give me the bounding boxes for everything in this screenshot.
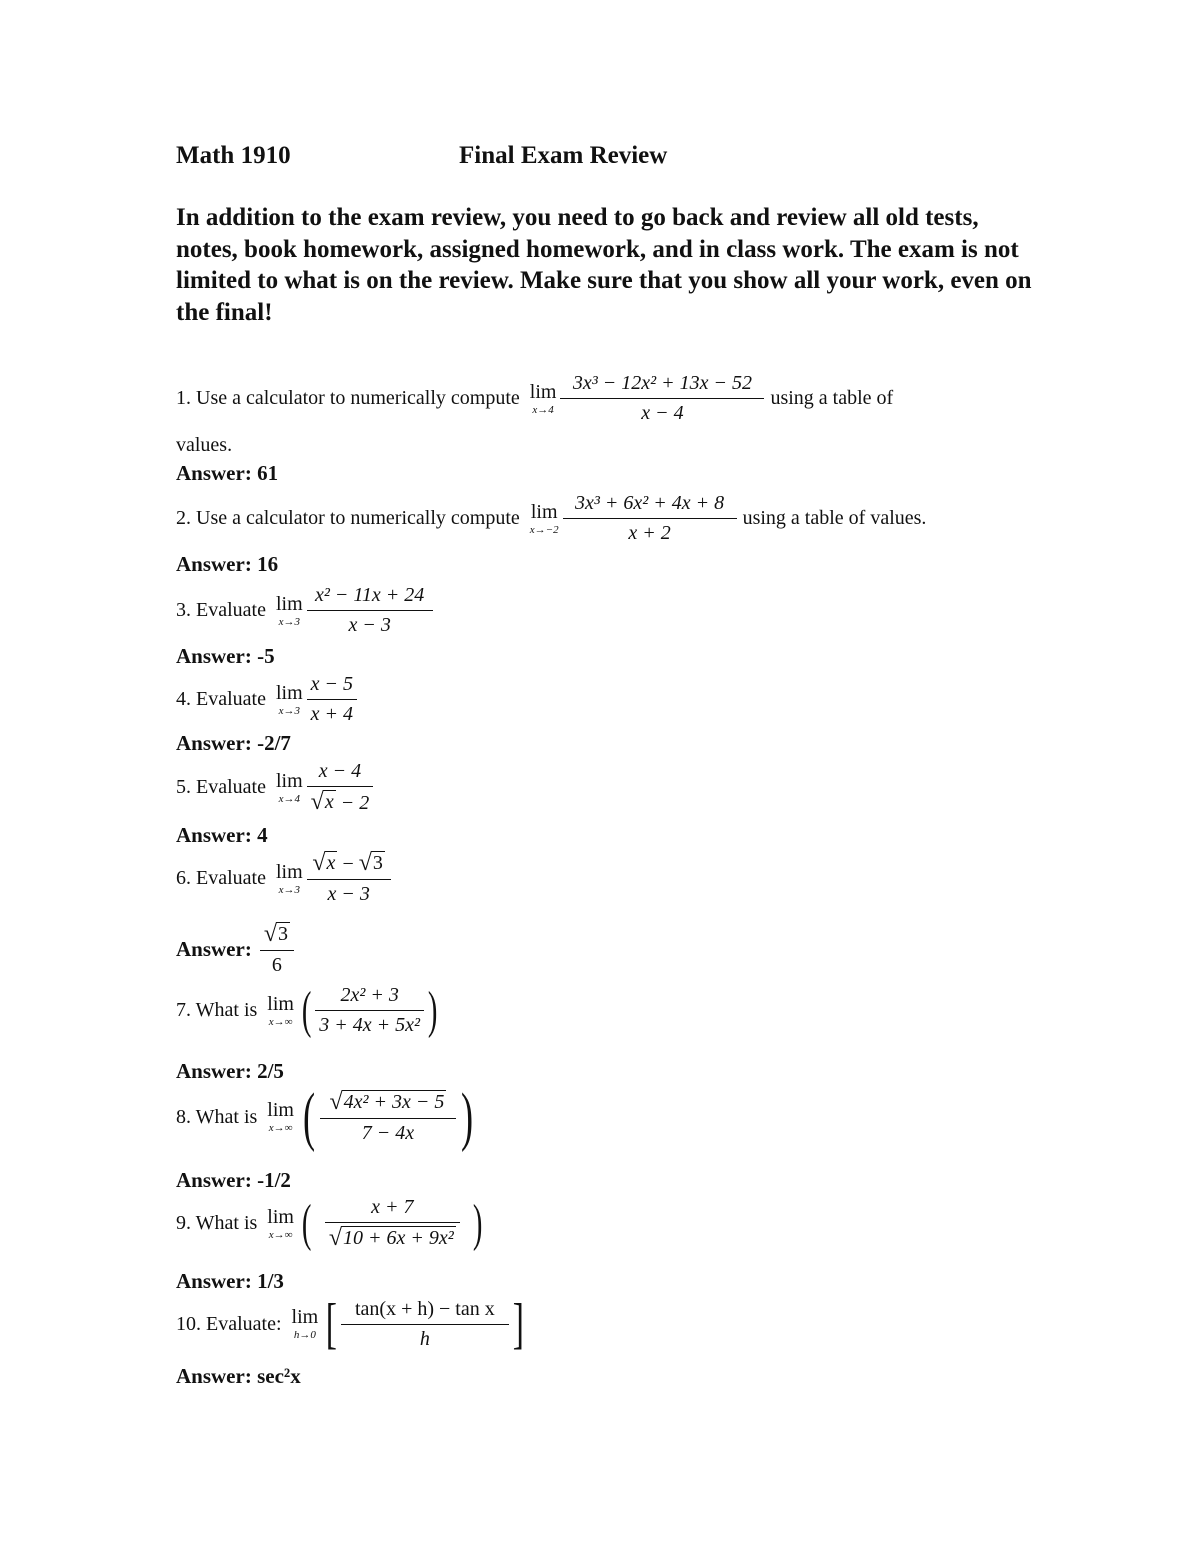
square-root: √ 3 xyxy=(358,850,383,876)
fraction xyxy=(315,984,424,1037)
answer-1 xyxy=(176,461,278,486)
answer-value: -2/7 xyxy=(257,731,291,755)
radicand: 3 xyxy=(278,923,288,945)
question-3 xyxy=(176,584,433,637)
denominator: x + 4 xyxy=(307,699,357,726)
lim-word: lim xyxy=(275,860,303,883)
lim-subscript: x→3 xyxy=(278,615,300,628)
question-prefix: 3. Evaluate xyxy=(176,599,266,621)
denominator: x + 2 xyxy=(563,518,737,545)
fraction xyxy=(341,1298,509,1351)
numerator: tan(x + h) − tan x xyxy=(354,1297,495,1320)
limit-operator xyxy=(276,771,303,805)
limit-operator xyxy=(267,994,294,1028)
answer-label: Answer: xyxy=(176,823,252,847)
lim-subscript: x→3 xyxy=(278,704,300,717)
answer-label: Answer: xyxy=(176,1269,252,1293)
right-paren: ) xyxy=(427,981,438,1039)
question-7 xyxy=(176,981,441,1039)
lim-word: lim xyxy=(267,992,294,1015)
denominator: x − 3 xyxy=(307,610,433,637)
lim-word: lim xyxy=(275,681,303,704)
lim-word: lim xyxy=(529,380,557,403)
square-root: √ 10 + 6x + 9x² xyxy=(328,1225,454,1251)
denominator: x − 4 xyxy=(560,398,764,425)
answer-value: 16 xyxy=(257,552,279,576)
question-prefix: 8. What is xyxy=(176,1105,258,1128)
lim-subscript: x→4 xyxy=(278,792,300,805)
answer-3 xyxy=(176,644,275,669)
lim-subscript: x→3 xyxy=(278,883,300,896)
square-root: √ 4x² + 3x − 5 xyxy=(329,1088,445,1115)
right-paren: ) xyxy=(473,1194,483,1252)
course-name: Math 1910 xyxy=(176,142,291,169)
answer-10 xyxy=(176,1364,301,1389)
denominator: x − 3 xyxy=(307,879,391,906)
square-root: √ x xyxy=(312,850,336,876)
question-9 xyxy=(176,1196,487,1251)
denominator-rest: − 2 xyxy=(335,792,370,814)
answer-label: Answer: xyxy=(176,731,252,755)
answer-denominator: 6 xyxy=(260,950,294,977)
question-suffix: using a table of xyxy=(770,387,894,409)
answer-5 xyxy=(176,823,268,848)
lim-word: lim xyxy=(275,769,303,792)
lim-subscript: h→0 xyxy=(293,1329,316,1341)
answer-8 xyxy=(176,1168,291,1193)
answer-label: Answer: xyxy=(176,644,252,668)
answer-label: Answer: xyxy=(176,461,252,485)
lim-word: lim xyxy=(291,1306,319,1328)
question-8 xyxy=(176,1080,478,1153)
numerator xyxy=(325,1090,450,1118)
answer-value: sec²x xyxy=(257,1364,301,1388)
lim-subscript: x→−2 xyxy=(529,523,559,536)
left-paren: ( xyxy=(301,1194,312,1252)
lim-word: lim xyxy=(267,1099,294,1121)
question-suffix: using a table of values. xyxy=(742,507,927,529)
numerator: 2x² + 3 xyxy=(340,984,399,1006)
answer-value: 1/3 xyxy=(257,1269,284,1293)
numerator: 3x³ + 6x² + 4x + 8 xyxy=(575,492,725,514)
fraction xyxy=(563,492,737,545)
question-prefix: 1. Use a calculator to numerically compute xyxy=(176,387,520,409)
fraction xyxy=(320,1090,456,1145)
fraction xyxy=(307,584,433,637)
square-root: √ x xyxy=(310,789,334,815)
lim-word: lim xyxy=(275,592,303,615)
question-6 xyxy=(176,851,391,906)
answer-4 xyxy=(176,731,291,756)
question-1-continuation xyxy=(176,434,232,457)
answer-label: Answer: xyxy=(176,552,252,576)
fraction xyxy=(307,851,391,906)
question-continuation: values. xyxy=(176,434,233,456)
answer-fraction xyxy=(260,922,294,977)
answer-value: 4 xyxy=(257,823,268,847)
square-root: √ 3 xyxy=(263,921,288,947)
fraction xyxy=(315,1196,469,1251)
fraction xyxy=(560,372,764,425)
limit-operator xyxy=(267,1207,294,1241)
fraction xyxy=(307,673,357,726)
radicand: x xyxy=(326,852,336,874)
radicand: x xyxy=(324,791,334,813)
intro-paragraph: In addition to the exam review, you need to go back and review all old tests, notes, book homework, assigned homework, and in class work. The exam is not limited to what is on the review. Make sure that you show all your work, even on the final! xyxy=(176,204,1032,326)
answer-value: 61 xyxy=(257,461,279,485)
radicand: 4x² + 3x − 5 xyxy=(343,1090,445,1113)
numerator: x − 5 xyxy=(310,673,354,695)
denominator: h xyxy=(341,1324,509,1351)
denominator: 7 − 4x xyxy=(320,1118,456,1145)
question-10 xyxy=(176,1293,528,1355)
radicand: 3 xyxy=(372,852,383,874)
answer-value: 2/5 xyxy=(257,1059,284,1083)
question-prefix: 2. Use a calculator to numerically compute xyxy=(176,507,520,529)
document-title: Final Exam Review xyxy=(459,142,668,169)
answer-value: -5 xyxy=(257,644,275,668)
left-paren: ( xyxy=(302,1080,316,1153)
numerator: x + 7 xyxy=(371,1196,414,1218)
lim-subscript: x→∞ xyxy=(268,1122,293,1134)
radicand: 10 + 6x + 9x² xyxy=(343,1227,454,1249)
lim-subscript: x→∞ xyxy=(268,1015,293,1028)
fraction xyxy=(307,760,374,815)
limit-operator xyxy=(530,382,557,416)
lim-word: lim xyxy=(530,500,558,523)
denominator: 3 + 4x + 5x² xyxy=(315,1010,424,1037)
answer-9 xyxy=(176,1269,284,1294)
answer-label: Answer: xyxy=(176,1168,252,1192)
question-prefix: 6. Evaluate xyxy=(176,867,266,889)
question-2 xyxy=(176,492,926,545)
numerator: x² − 11x + 24 xyxy=(315,584,425,606)
question-prefix: 7. What is xyxy=(176,999,258,1021)
limit-operator xyxy=(292,1307,319,1341)
question-5 xyxy=(176,760,373,815)
denominator xyxy=(325,1222,460,1251)
limit-operator xyxy=(530,502,559,536)
answer-2 xyxy=(176,552,278,577)
minus-sign: − xyxy=(337,853,359,875)
answer-label: Answer: xyxy=(176,937,252,961)
right-bracket: ] xyxy=(512,1293,524,1355)
answer-value: -1/2 xyxy=(257,1168,291,1192)
lim-subscript: x→∞ xyxy=(268,1228,293,1241)
question-prefix: 4. Evaluate xyxy=(176,688,266,710)
numerator: x − 4 xyxy=(318,760,362,782)
question-prefix: 10. Evaluate: xyxy=(176,1312,282,1335)
right-paren: ) xyxy=(460,1080,473,1153)
left-paren: ( xyxy=(301,981,312,1039)
denominator xyxy=(307,786,374,815)
limit-operator xyxy=(267,1100,294,1134)
answer-6 xyxy=(176,922,294,977)
question-1 xyxy=(176,372,893,425)
limit-operator xyxy=(276,594,303,628)
lim-word: lim xyxy=(267,1205,294,1228)
answer-numerator xyxy=(260,922,294,950)
answer-label: Answer: xyxy=(176,1059,252,1083)
question-4 xyxy=(176,673,357,726)
lim-subscript: x→4 xyxy=(532,403,554,416)
numerator xyxy=(308,851,389,879)
limit-operator xyxy=(276,683,303,717)
limit-operator xyxy=(276,862,303,896)
numerator: 3x³ − 12x² + 13x − 52 xyxy=(572,372,752,394)
left-bracket: [ xyxy=(325,1293,338,1355)
question-prefix: 9. What is xyxy=(176,1212,258,1234)
answer-label: Answer: xyxy=(176,1364,252,1388)
answer-7 xyxy=(176,1059,284,1084)
question-prefix: 5. Evaluate xyxy=(176,776,266,798)
